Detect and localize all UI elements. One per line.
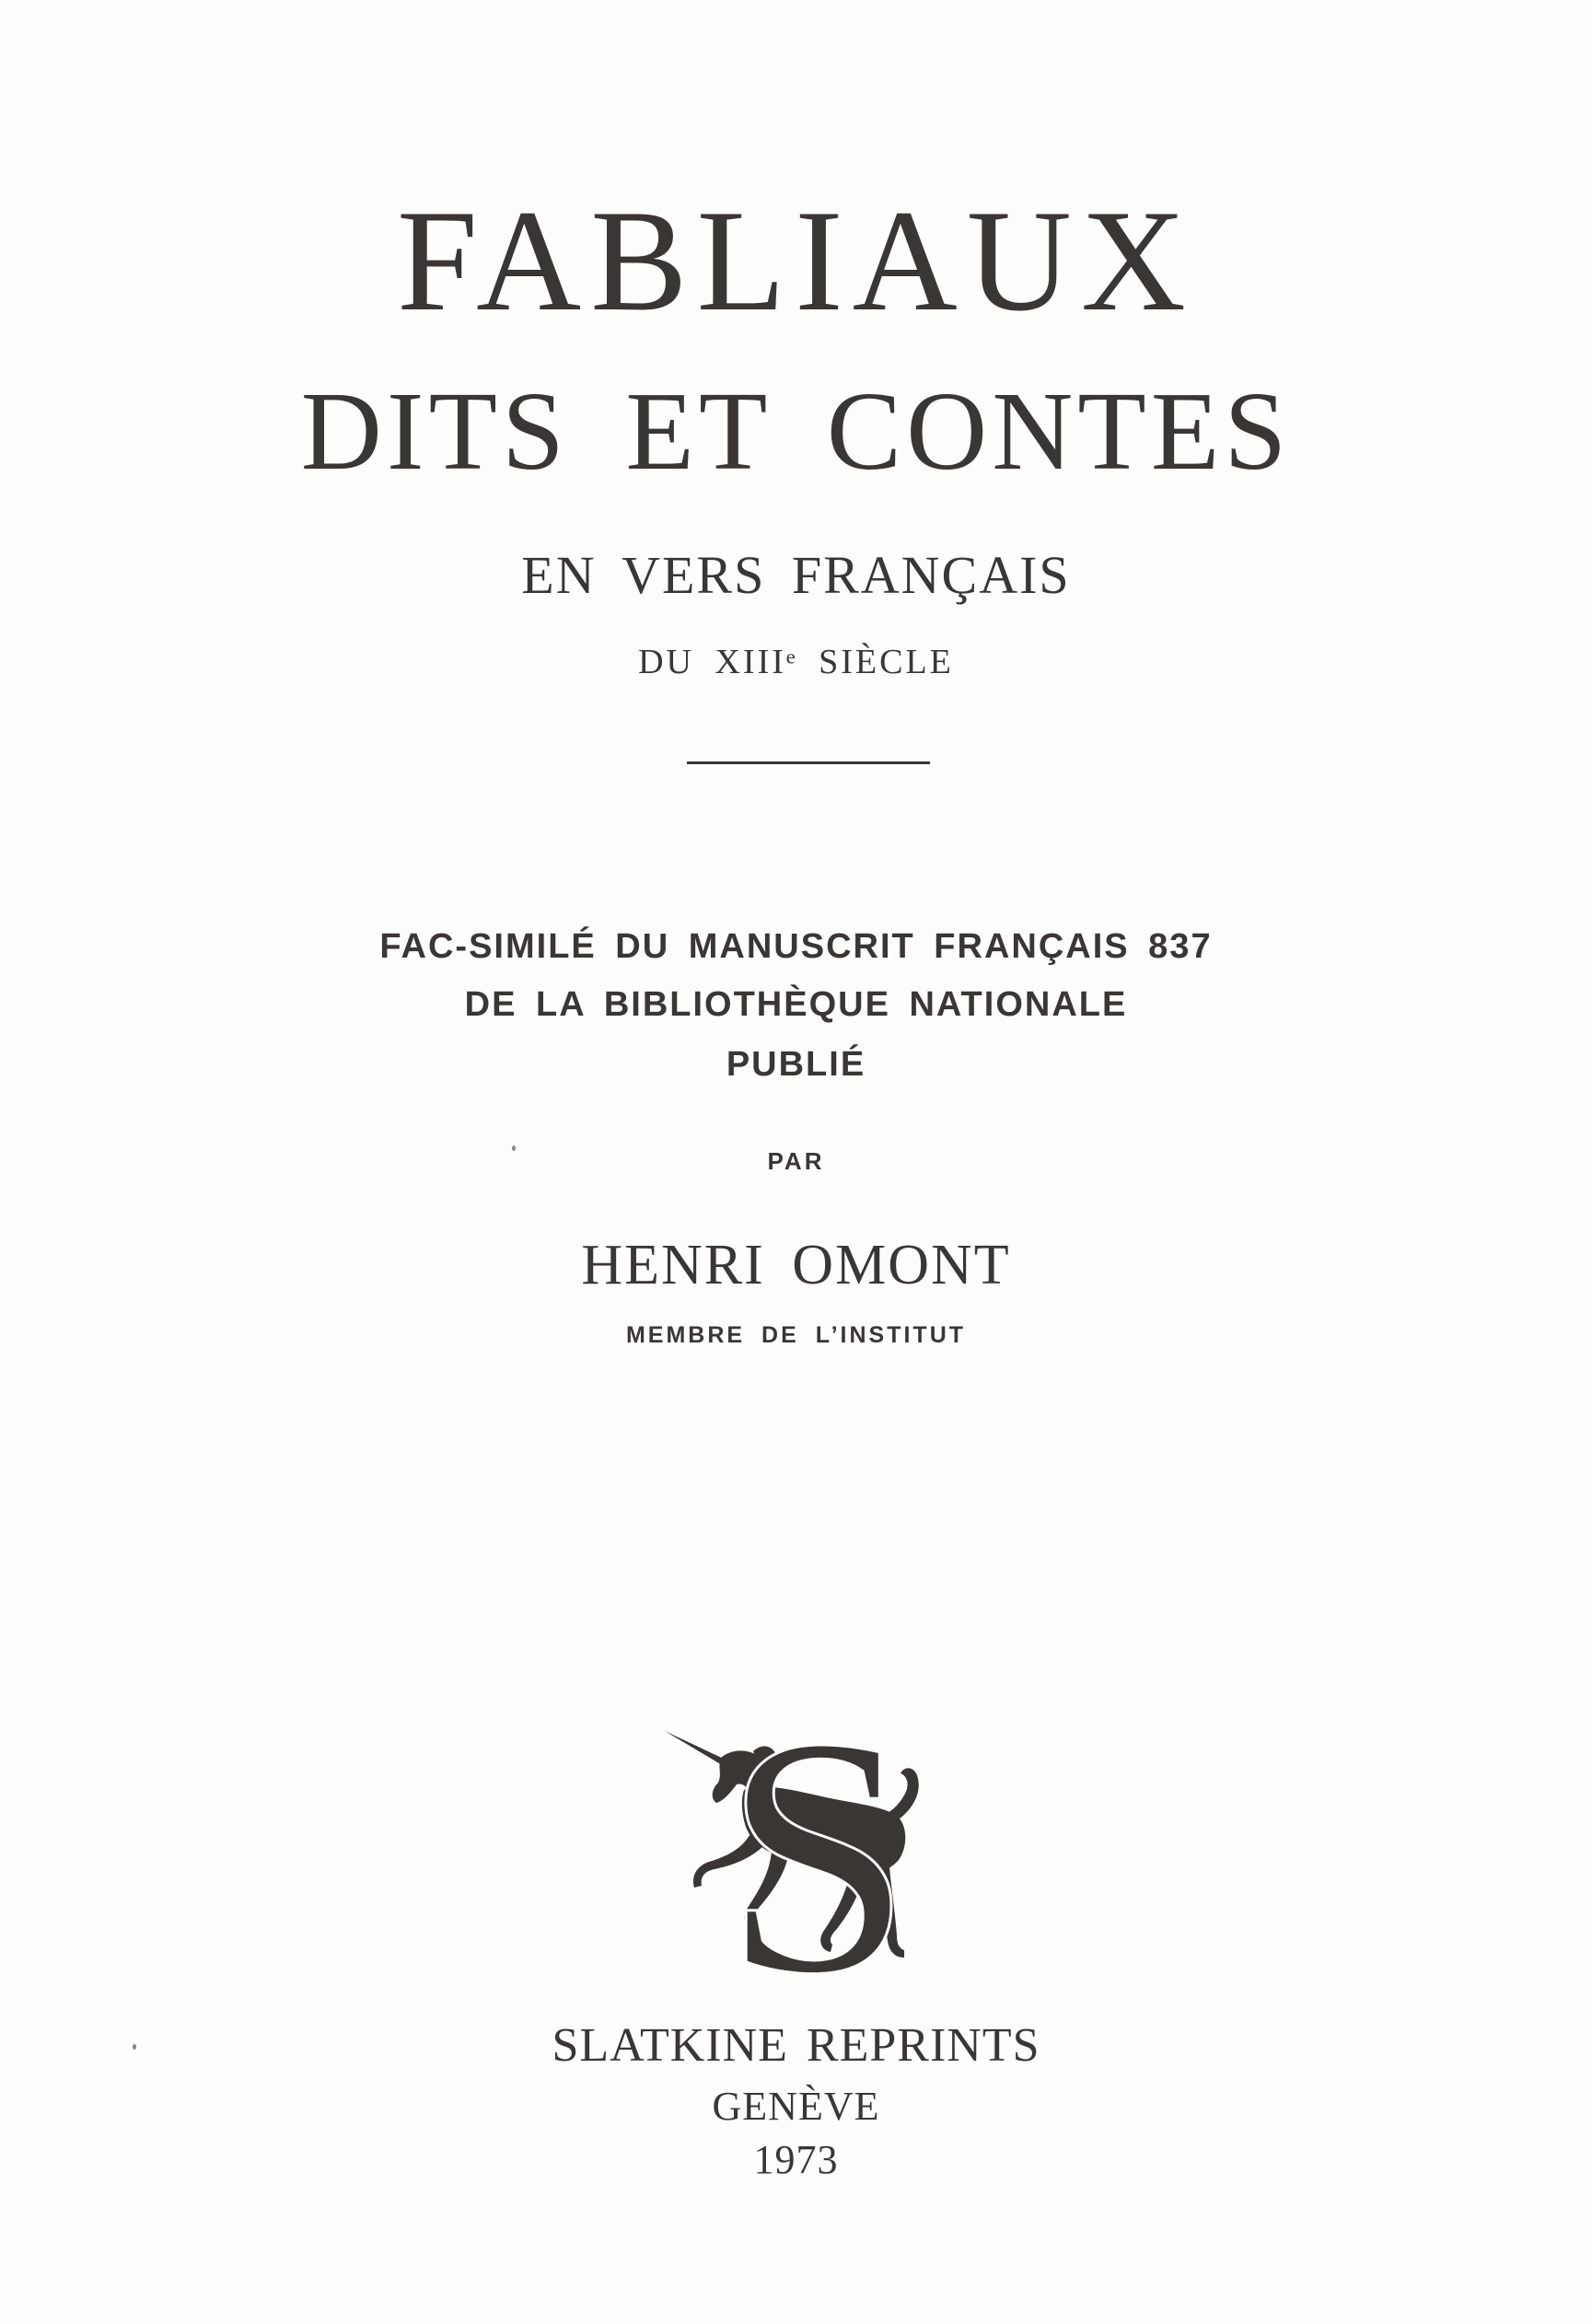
unicorn-s-printer-mark-icon xyxy=(663,1694,939,1989)
publisher-name: SLATKINE REPRINTS xyxy=(552,2019,1040,2072)
author-affiliation: MEMBRE DE L’INSTITUT xyxy=(625,1322,967,1348)
book-subtitle-century: DU XIIIᵉ SIÈCLE xyxy=(638,643,954,681)
description-line-1: FAC-SIMILÉ DU MANUSCRIT FRANÇAIS 837 xyxy=(379,927,1213,966)
logo-letter-s: S xyxy=(723,1694,912,1989)
book-subtitle: DITS ET CONTES xyxy=(300,369,1292,494)
description-line-2: DE LA BIBLIOTHÈQUE NATIONALE xyxy=(464,985,1128,1024)
author-name: HENRI OMONT xyxy=(581,1234,1011,1296)
book-title: FABLIAUX xyxy=(396,180,1196,342)
book-subtitle-language: EN VERS FRANÇAIS xyxy=(521,545,1071,605)
paper-speck xyxy=(133,2044,136,2050)
description-line-3: PUBLIÉ xyxy=(726,1045,866,1084)
publication-year: 1973 xyxy=(753,2137,839,2182)
unicorn-horn xyxy=(665,1731,727,1766)
paper-speck xyxy=(512,1145,516,1151)
publisher-city: GENÈVE xyxy=(712,2084,880,2129)
divider-rule xyxy=(687,761,930,764)
by-label: PAR xyxy=(767,1147,825,1175)
